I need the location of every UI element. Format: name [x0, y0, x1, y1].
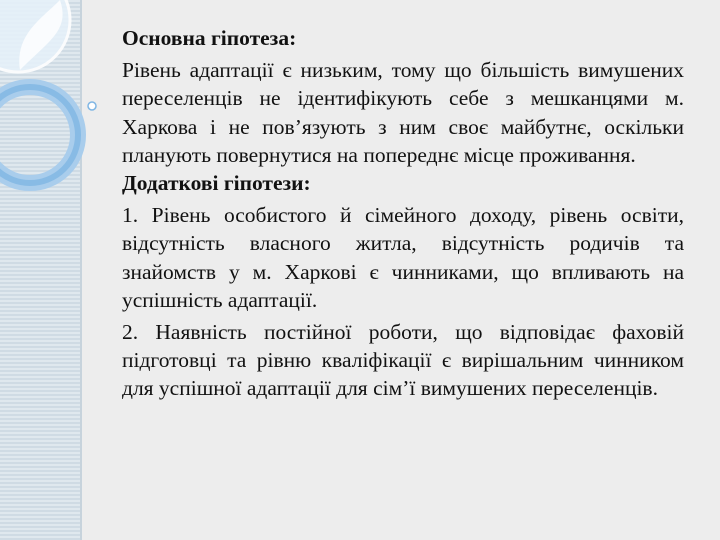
- additional-hypotheses-heading: Додаткові гіпотези:: [122, 171, 311, 196]
- small-dot-circle: [88, 102, 96, 110]
- additional-hypothesis-item-2: 2. Наявність постійної роботи, що відповідає фаховій підготовці та рівню кваліфікації є вирішальним чинником для успішної адаптації для сім’ї вимушених переселенців.: [122, 320, 684, 401]
- blue-ring-inner: [0, 87, 78, 183]
- decorative-circles-icon: [0, 0, 110, 260]
- additional-hypothesis-item-1: 1. Рівень особистого й сімейного доходу, рівень освіти, відсутність власного житла, відсутність родичів та знайомств у м. Харкові є чинниками, що впливають на успішність адаптації.: [122, 203, 684, 312]
- slide-content: [122, 24, 684, 403]
- main-hypothesis-text: Рівень адаптації є низьким, тому що більшість вимушених переселенців не ідентифікують себе з мешканцями м. Харкова і не пов’язують з ним своє майбутнє, оскільки планують повернутися на попереднє місце проживання.: [122, 58, 684, 167]
- main-hypothesis-heading: Основна гіпотеза:: [122, 26, 297, 50]
